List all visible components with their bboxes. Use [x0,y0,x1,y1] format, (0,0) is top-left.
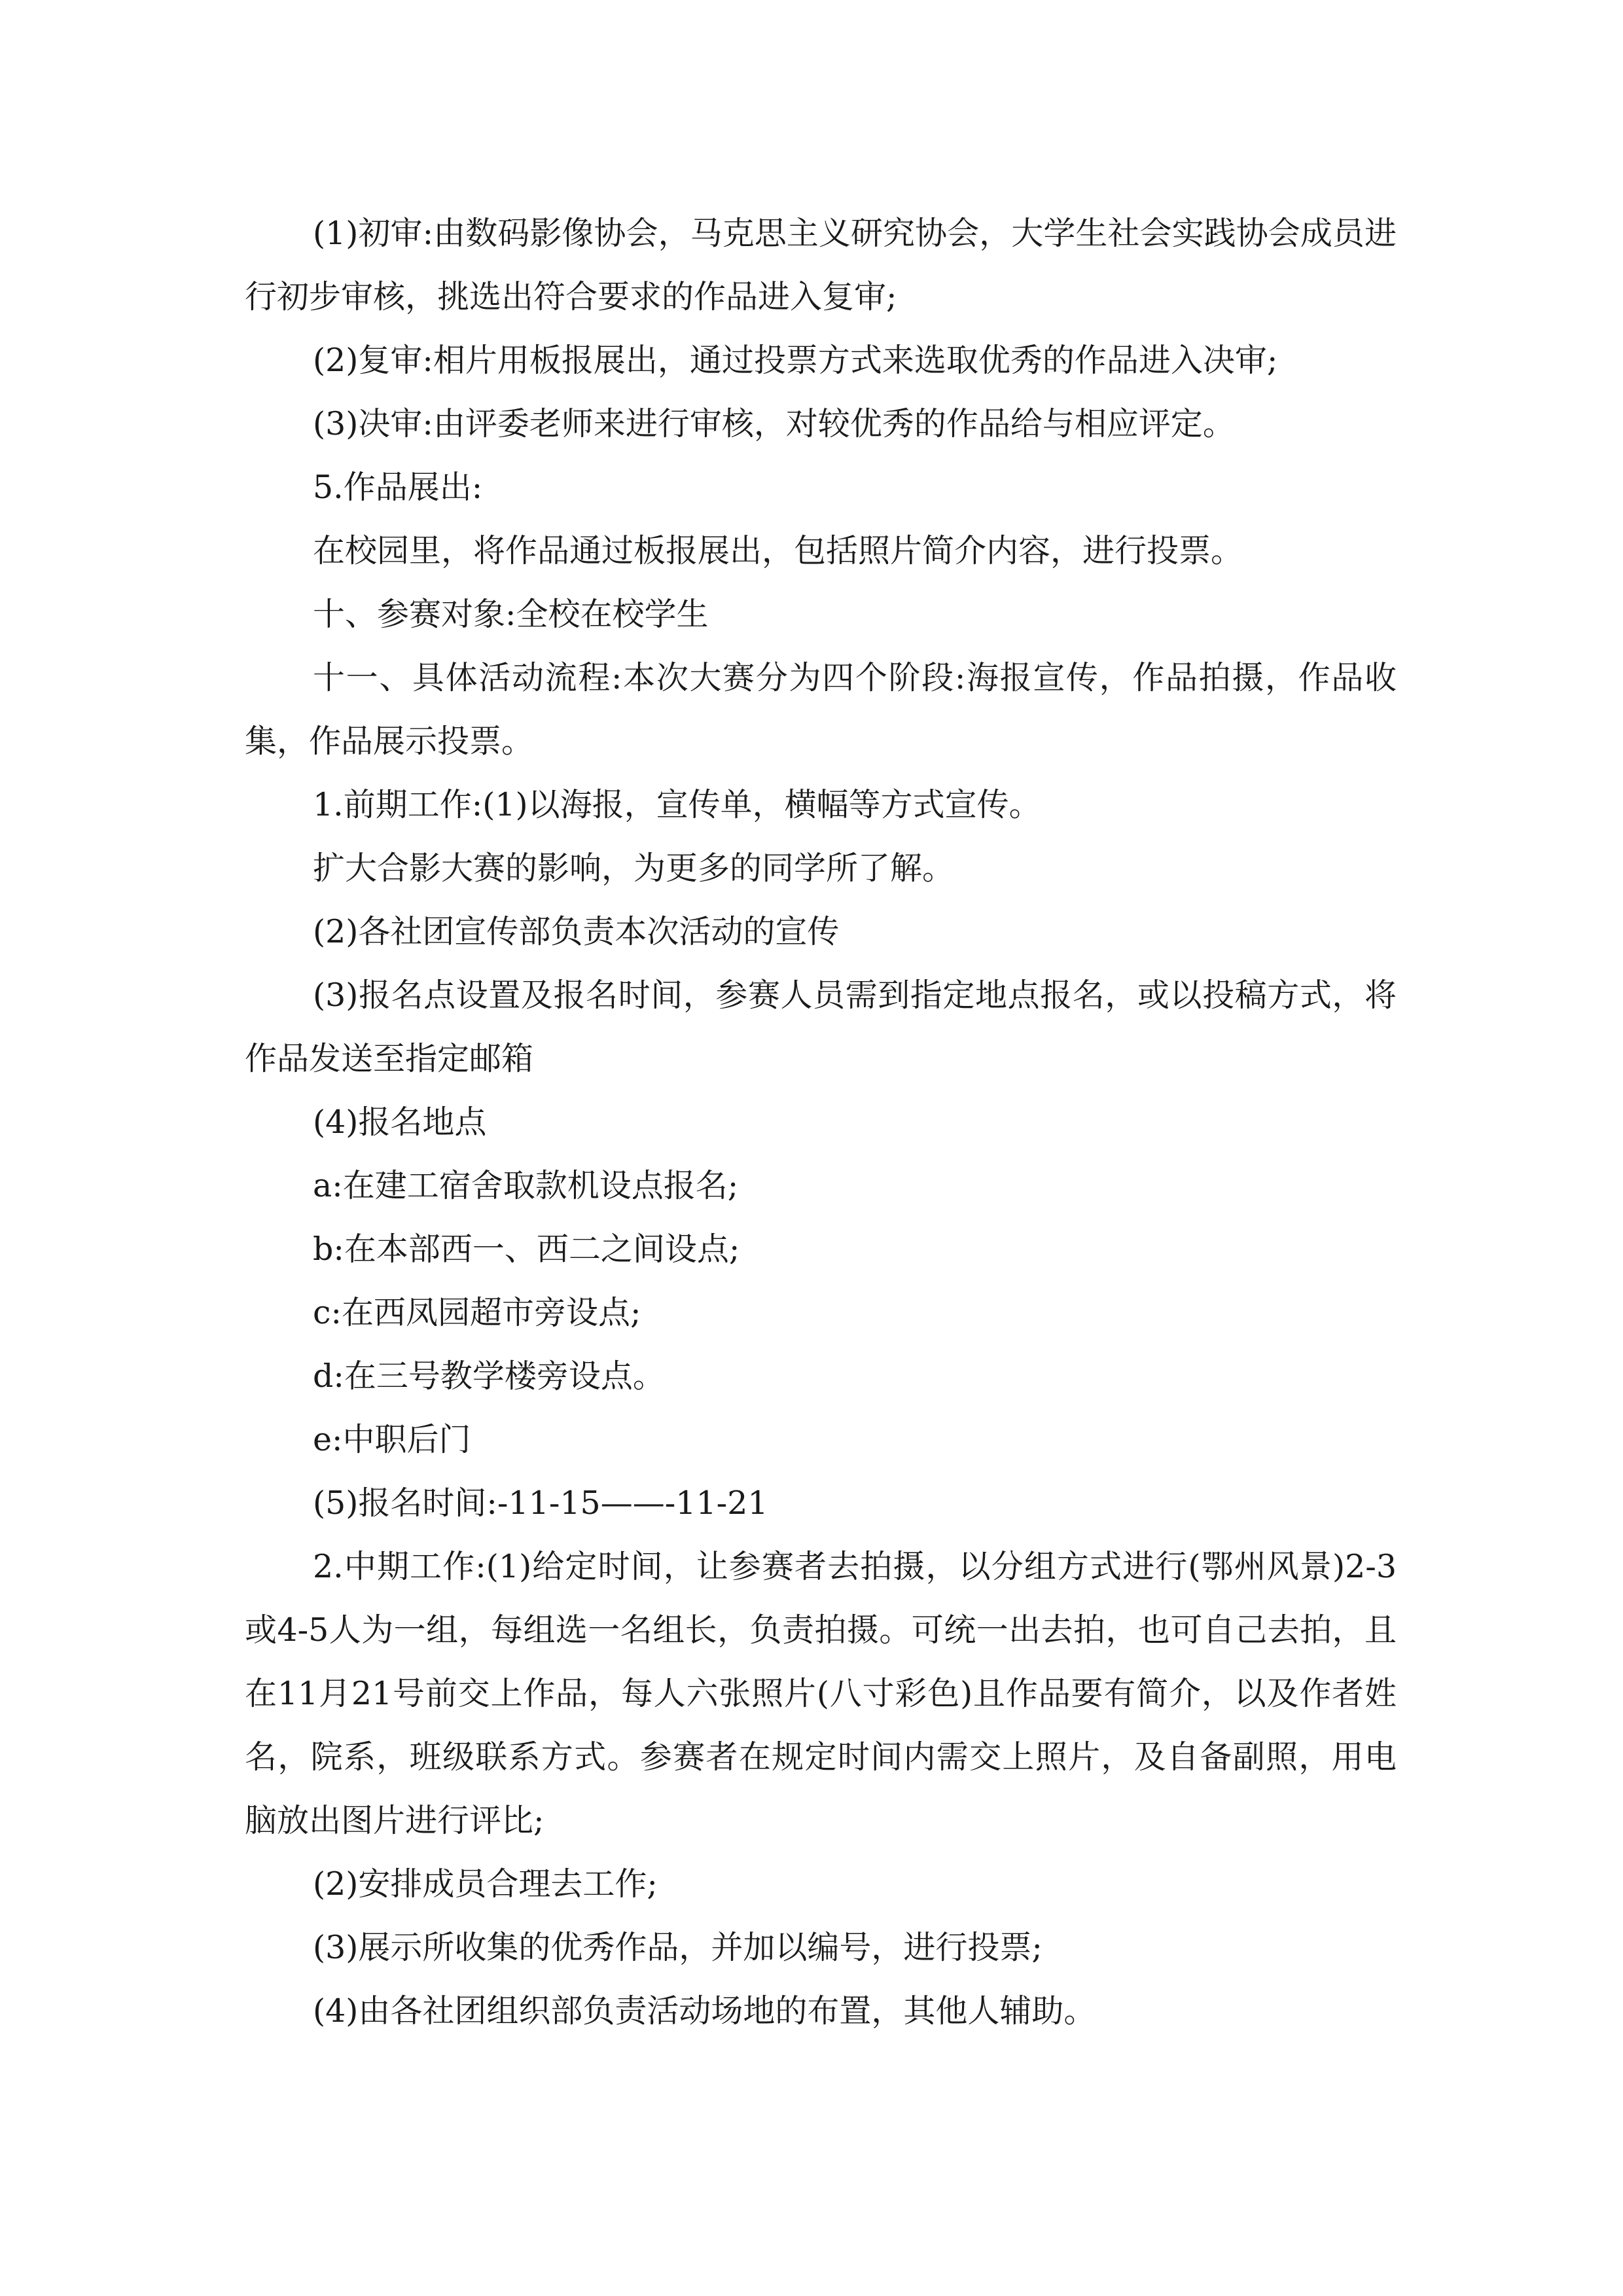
list-item-place-b: b:在本部西一、西二之间设点; [313,1230,740,1268]
paragraph-review-second: (2)复审:相片用板报展出，通过投票方式来选取优秀的作品进入决审; [313,342,1278,379]
paragraph-early-work-detail: 扩大合影大赛的影响，为更多的同学所了解。 [313,850,955,887]
paragraph-registration: (3)报名点设置及报名时间，参赛人员需到指定地点报名，或以投稿方式，将作品发送至指定邮箱 [245,977,1397,1077]
paragraph-review-initial: (1)初审:由数码影像协会，马克思主义研究协会，大学生社会实践协会成员进行初步审核，挑选出符合要求的作品进入复审; [245,215,1397,315]
paragraph-early-work: 1.前期工作:(1)以海报，宣传单，横幅等方式宣传。 [313,786,1041,823]
paragraph-participants: 十、参赛对象:全校在校学生 [313,596,709,633]
paragraph-venue: (4)由各社团组织部负责活动场地的布置，其他人辅助。 [313,1992,1096,2030]
paragraph-staffing: (2)安排成员合理去工作; [313,1865,658,1903]
paragraph-exhibition-heading: 5.作品展出: [313,469,483,506]
list-item-place-a: a:在建工宿舍取款机设点报名; [313,1167,739,1204]
list-item-place-e: e:中职后门 [313,1421,471,1458]
paragraph-process: 十一、具体活动流程:本次大赛分为四个阶段:海报宣传，作品拍摄，作品收集，作品展示投票。 [245,659,1397,760]
paragraph-review-final: (3)决审:由评委老师来进行审核，对较优秀的作品给与相应评定。 [313,405,1235,442]
list-item-place-d: d:在三号教学楼旁设点。 [313,1357,665,1395]
document-body [245,202,1397,2043]
paragraph-publicity: (2)各社团宣传部负责本次活动的宣传 [313,913,840,950]
paragraph-exhibition-body: 在校园里，将作品通过板报展出，包括照片简介内容，进行投票。 [313,532,1243,569]
paragraph-registration-places: (4)报名地点 [313,1103,487,1141]
paragraph-registration-time: (5)报名时间:-11-15——-11-21 [313,1484,768,1522]
paragraph-mid-work: 2.中期工作:(1)给定时间，让参赛者去拍摄，以分组方式进行(鄂州风景)2-3或4-5人为一组，每组选一名组长，负责拍摄。可统一出去拍，也可自己去拍，且在11月21号前交上作品，每人六张照片(八寸彩色)且作品要有简介，以及作者姓名，院系，班级联系方式。参赛者在规定时间内需交上照片，及自备副照，用电脑放出图片进行评比; [245,1548,1397,1839]
paragraph-showcase: (3)展示所收集的优秀作品，并加以编号，进行投票; [313,1929,1043,1966]
list-item-place-c: c:在西凤园超市旁设点; [313,1294,641,1331]
